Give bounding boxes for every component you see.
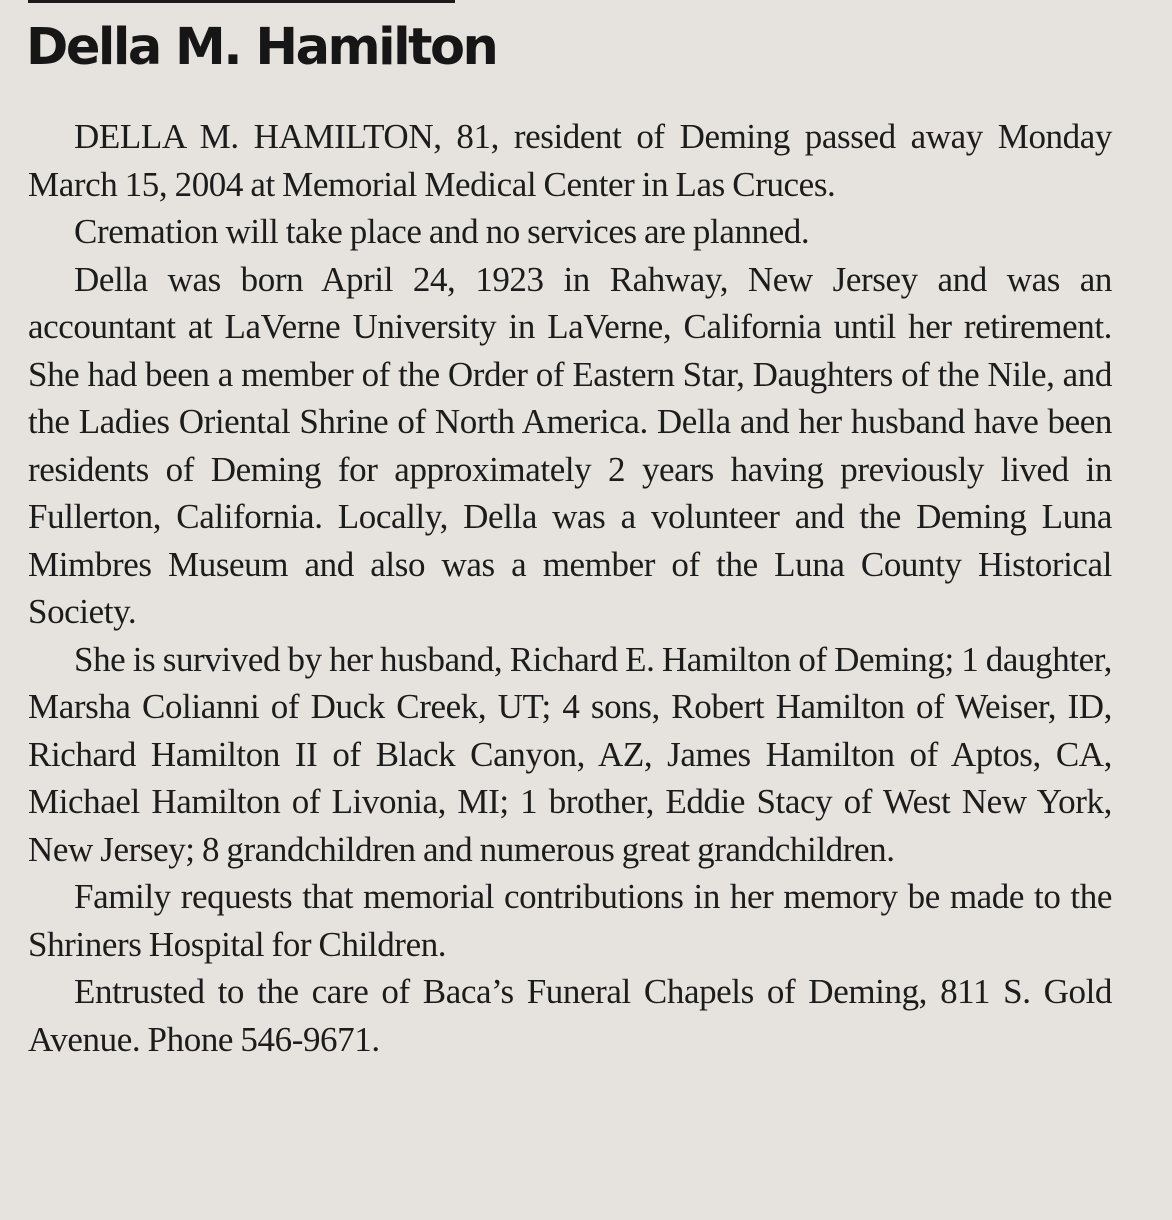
paragraph-biography: Della was born April 24, 1923 in Rahway, New Jersey and was an accountant at LaVerne University in LaVerne, California until her retirement. She had been a member of the Order of Eastern Star, Daughters of the Nile, and the Ladies Oriental Shrine of North America. Della and her husband have been residents of Deming for approximately 2 years having previously lived in Fullerton, California. Locally, Della was a volunteer and the Deming Luna Mimbres Museum and also was a member of the Luna County Historical Society. [28,259,1112,631]
obituary-headline: Della M. Hamilton [26,18,497,77]
paragraph-survivors: She is survived by her husband, Richard E. Hamilton of Deming; 1 daughter, Marsha Colianni of Duck Creek, UT; 4 sons, Robert Hamilton of Weiser, ID, Richard Hamilton II of Black Canyon, AZ, James Hamilton of Aptos, CA, Michael Hamilton of Livonia, MI; 1 brother, Eddie Stacy of West New York, New Jersey; 8 grandchildren and numerous great grandchildren. [28,639,1112,869]
paragraph-death-notice: DELLA M. HAMILTON, 81, resident of Deming passed away Monday March 15, 2004 at Memorial Medical Center in Las Cruces. [28,117,1112,204]
paragraph-funeral-home: Entrusted to the care of Baca’s Funeral Chapels of Deming, 811 S. Gold Avenue. Phone 546-9671. [28,972,1112,1059]
paragraph-memorials: Family requests that memorial contributions in her memory be made to the Shriners Hospital for Children. [28,877,1112,964]
paragraph-services: Cremation will take place and no services are planned. [74,212,810,251]
obituary-body [28,113,1112,1063]
top-rule [28,0,455,3]
